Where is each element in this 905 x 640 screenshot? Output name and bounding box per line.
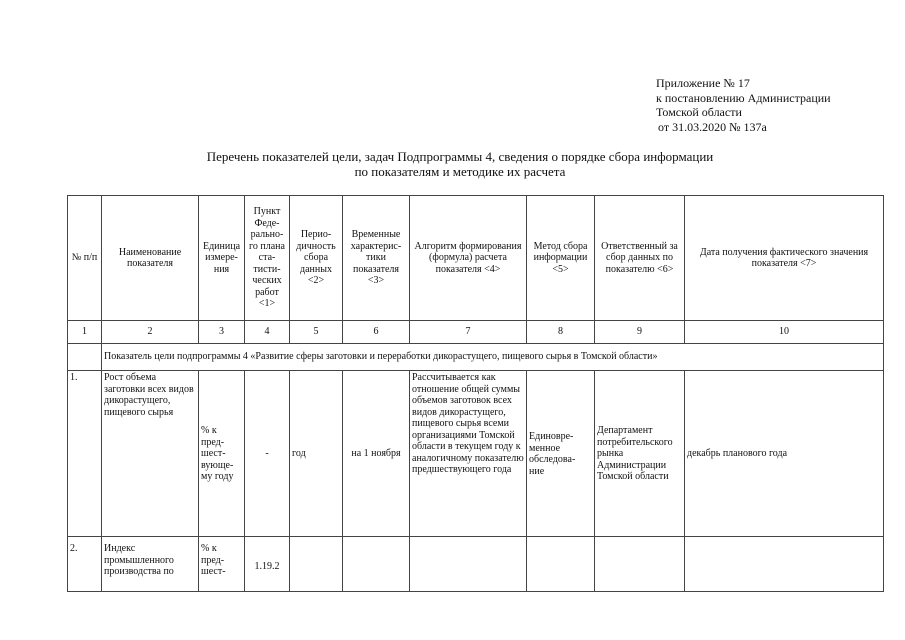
indicator-name: Рост объема заготовки всех видов дикорастущего, пищевого сырья	[102, 371, 199, 537]
appendix-line: к постановлению Администрации	[656, 90, 831, 105]
time-cell: на 1 ноября	[343, 371, 410, 537]
header-cell: Алгоритм формирования (формула) расчета показателя <4>	[410, 196, 527, 321]
date-cell: декабрь планового года	[685, 371, 884, 537]
header-cell: № п/п	[68, 196, 102, 321]
header-row	[68, 196, 884, 321]
header-cell: Временные характерис- тики показателя <3>	[343, 196, 410, 321]
appendix-block	[656, 76, 831, 134]
appendix-line: Приложение № 17	[656, 76, 750, 90]
column-number: 6	[343, 321, 410, 344]
header-cell: Перио- дичность сбора данных <2>	[290, 196, 343, 321]
time-cell	[343, 537, 410, 592]
algorithm-cell: Рассчитывается как отношение общей суммы объемов заготовок всех видов дикорастущего, пищевого сырья всеми организациями Томской области в текущем году к аналогичному показателю предшествующего года	[410, 371, 527, 537]
document-title	[60, 149, 860, 179]
unit-cell: % к пред- шест-	[199, 537, 245, 592]
column-number: 5	[290, 321, 343, 344]
header-cell: Дата получения фактического значения показателя <7>	[685, 196, 884, 321]
header-cell: Ответственный за сбор данных по показателю <6>	[595, 196, 685, 321]
goal-empty-cell	[68, 344, 102, 371]
periodicity-cell: год	[290, 371, 343, 537]
plan-item-cell: 1.19.2	[245, 537, 290, 592]
column-number: 2	[102, 321, 199, 344]
plan-item-cell: -	[245, 371, 290, 537]
column-number: 4	[245, 321, 290, 344]
header-cell: Наименование показателя	[102, 196, 199, 321]
unit-cell: % к пред- шест- вующе- му году	[199, 371, 245, 537]
periodicity-cell	[290, 537, 343, 592]
title-line: по показателям и методике их расчета	[354, 164, 566, 179]
row-number: 1.	[68, 371, 102, 537]
method-cell	[527, 537, 595, 592]
column-number: 1	[68, 321, 102, 344]
goal-text: Показатель цели подпрограммы 4 «Развитие сферы заготовки и переработки дикорастущего, пищевого сырья в Томской области»	[102, 344, 884, 371]
indicators-table	[67, 195, 884, 592]
responsible-cell: Департамент потребительского рынка Администрации Томской области	[595, 371, 685, 537]
row-number: 2.	[68, 537, 102, 592]
table-row	[68, 537, 884, 592]
column-number: 9	[595, 321, 685, 344]
header-cell: Метод сбора информации <5>	[527, 196, 595, 321]
column-numbers-row	[68, 321, 884, 344]
indicator-name: Индекс промышленного производства по	[102, 537, 199, 592]
responsible-cell	[595, 537, 685, 592]
goal-row	[68, 344, 884, 371]
column-number: 8	[527, 321, 595, 344]
date-cell	[685, 537, 884, 592]
column-number: 7	[410, 321, 527, 344]
table-row	[68, 371, 884, 537]
title-line: Перечень показателей цели, задач Подпрограммы 4, сведения о порядке сбора информации	[206, 149, 714, 164]
method-cell: Единовре- менное обследова- ние	[527, 371, 595, 537]
column-number: 10	[685, 321, 884, 344]
algorithm-cell	[410, 537, 527, 592]
appendix-line: Томской области	[656, 105, 742, 119]
column-number: 3	[199, 321, 245, 344]
header-cell: Единица измере- ния	[199, 196, 245, 321]
appendix-date: от 31.03.2020 № 137а	[658, 119, 767, 134]
header-cell: Пункт Феде- рально- го плана ста- тисти- ческих работ <1>	[245, 196, 290, 321]
